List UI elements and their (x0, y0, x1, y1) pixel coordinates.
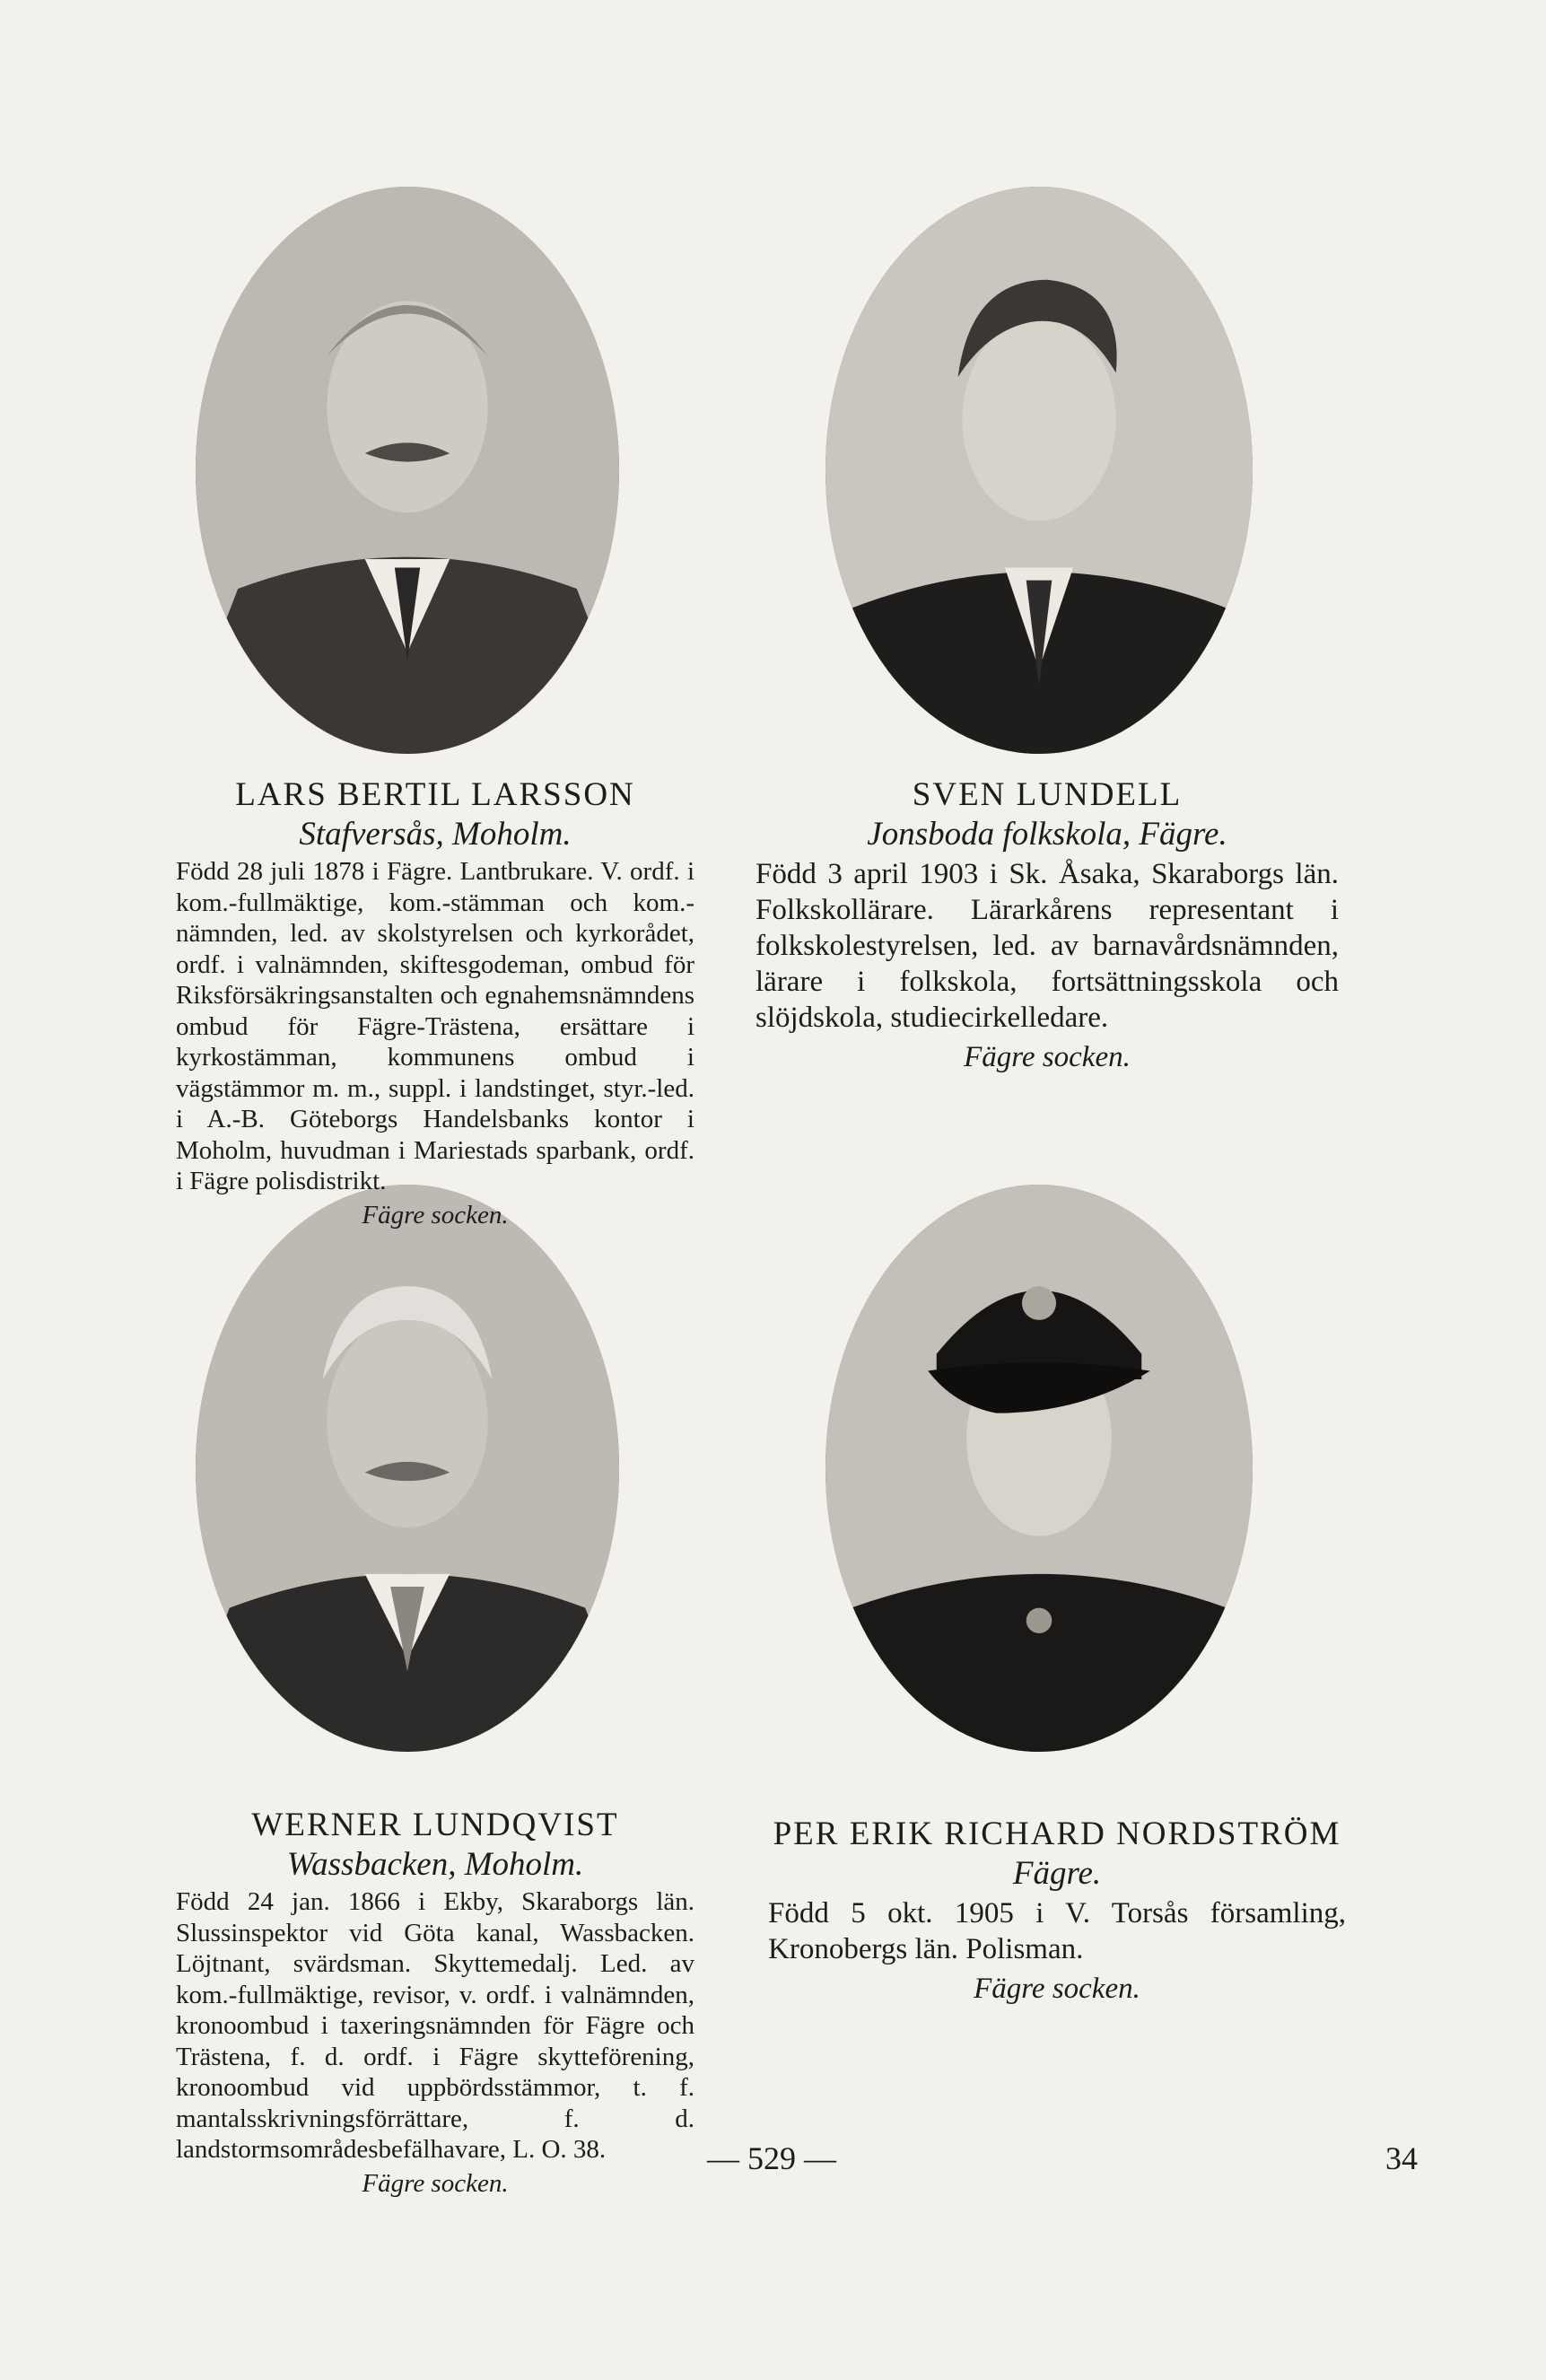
parish-label: Fägre socken. (362, 2168, 509, 2198)
person-name: SVEN LUNDELL (912, 776, 1183, 813)
person-name: LARS BERTIL LARSSON (235, 776, 635, 813)
entry-sven-lundell (756, 775, 1339, 1077)
entry-per-erik-richard-nordstrom (768, 1815, 1346, 2008)
parish-label: Fägre socken. (362, 1200, 509, 1229)
biography-text: Född 28 juli 1878 i Fägre. Lantbrukare. V. ordf. i kom.-fullmäktige, kom.-stämman och kom.-nämnden, led. av skolstyrelsen och kyrkorådet, ordf. i valnämnden, skiftesgodeman, ombud för Riksförsäkringsanstalten och egnahemsnämndens ombud för Fägre-Trästena, ersättare i kyrkostämman, kommunens ombud i vägstämmor m. m., suppl. i landstinget, styr.-led. i A.-B. Göteborgs Handelsbanks kontor i Moholm, huvudman i Mariestads sparbank, ordf. i Fägre polisdistrikt. (176, 857, 694, 1195)
residence: Wassbacken, Moholm. (286, 1846, 584, 1883)
person-name: PER ERIK RICHARD NORDSTRÖM (773, 1816, 1341, 1852)
biography-text: Född 5 okt. 1905 i V. Torsås församling, Kronobergs län. Polisman. (768, 1897, 1346, 1965)
portrait-photo-lars-bertil-larsson (196, 187, 619, 754)
residence: Jonsboda folkskola, Fägre. (867, 816, 1227, 853)
residence: Stafversås, Moholm. (299, 816, 572, 853)
portrait-photo-sven-lundell (825, 187, 1253, 754)
parish-label: Fägre socken. (964, 1041, 1131, 1073)
page-number: — 529 — (707, 2140, 836, 2176)
residence: Fägre. (1012, 1855, 1102, 1892)
sheet-number: 34 (1385, 2140, 1418, 2176)
portrait-photo-werner-lundqvist (196, 1185, 619, 1752)
biography-text: Född 24 jan. 1866 i Ekby, Skaraborgs län. Slussinspektor vid Göta kanal, Wassbacken. Löjtnant, svärdsman. Skyttemedalj. Led. av kom.-fullmäktige, revisor, v. ordf. i valnämnden, kronoombud i taxeringsnämnden för Fägre och Trästena, f. d. ordf. i Fägre skytteförening, kronoombud vid uppbördsstämmor, t. f. mantalsskrivningsförrättare, f. d. landstormsområdesbefälhavare, L. O. 38. (176, 1887, 694, 2164)
portrait-photo-per-erik-richard-nordstrom (825, 1185, 1253, 1752)
biography-text: Född 3 april 1903 i Sk. Åsaka, Skaraborgs län. Folkskollärare. Lärarkårens representant i folkskolestyrelsen, led. av barnavårdsnämnden, lärare i folkskola, fortsättningsskola och slöjdskola, studiecirkelledare. (756, 858, 1339, 1034)
parish-label: Fägre socken. (974, 1973, 1140, 2005)
entry-lars-bertil-larsson (176, 775, 694, 1231)
person-name: WERNER LUNDQVIST (251, 1807, 619, 1843)
